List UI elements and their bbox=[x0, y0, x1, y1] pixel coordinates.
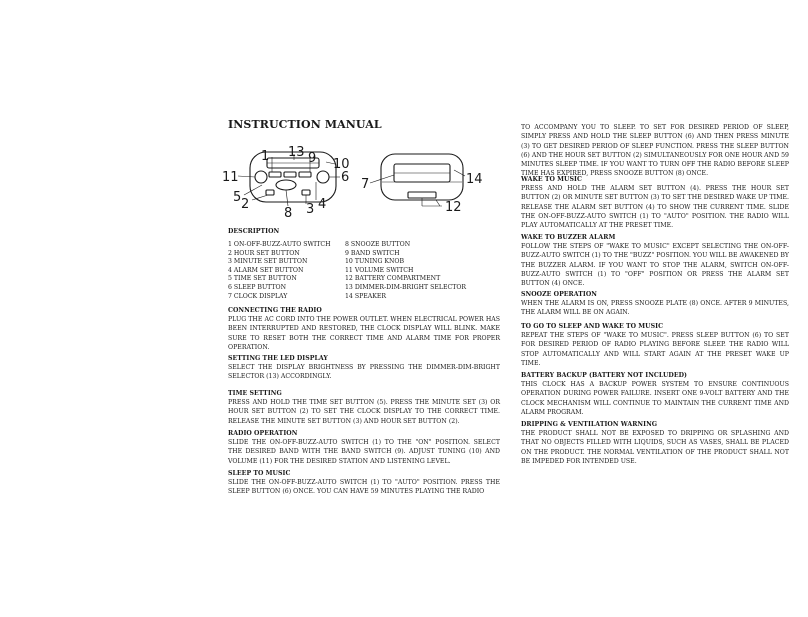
section-snooze-operation bbox=[521, 291, 789, 318]
section-text: SLIDE THE ON-OFF-BUZZ-AUTO SWITCH (1) TO THE "ON" POSITION. SELECT THE DESIRED BAND WITH THE BAND SWITCH (9). ADJUST TUNING (10) AND VOLUME (11) FOR THE DESIRED STATION AND LISTENING LEVEL. bbox=[228, 439, 500, 465]
list-item: 1 ON-OFF-BUZZ-AUTO SWITCH bbox=[228, 241, 331, 248]
section-heading: WAKE TO BUZZER ALARM bbox=[521, 234, 616, 241]
section-time-setting bbox=[228, 390, 500, 426]
section-sleep-to-music bbox=[228, 470, 500, 497]
callout-1: 1 bbox=[261, 149, 270, 164]
section-heading: WAKE TO MUSIC bbox=[521, 176, 582, 183]
callout-9: 9 bbox=[308, 151, 317, 166]
section-setting-the-led-display bbox=[228, 355, 500, 382]
list-item: 7 CLOCK DISPLAY bbox=[228, 292, 288, 300]
section-text: THIS CLOCK HAS A BACKUP POWER SYSTEM TO ENSURE CONTINUOUS OPERATION DURING POWER FAILURE. INSERT ONE 9-VOLT BATTERY AND THE CLOCK MECHANISM WILL CONTINUE TO MAINTAIN THE CURRENT TIME AND ALARM PROGRAM. bbox=[521, 381, 789, 416]
parts-list-column-2 bbox=[345, 241, 466, 301]
section-heading: SETTING THE LED DISPLAY bbox=[228, 355, 328, 362]
section-text: THE PRODUCT SHALL NOT BE EXPOSED TO DRIPPING OR SPLASHING AND THAT NO OBJECTS FILLED WITH LIQUIDS, SUCH AS VASES, SHALL BE PLACED ON THE PRODUCT. THE NORMAL VENTILATION OF THE PRODUCT SHALL NOT BE IMPEDED FOR INTENDED USE. bbox=[521, 430, 789, 465]
list-item: 14 SPEAKER bbox=[345, 292, 387, 300]
section-battery-backup bbox=[521, 372, 789, 417]
parts-list-column-1 bbox=[228, 241, 331, 301]
callout-6: 6 bbox=[341, 170, 350, 185]
section-text: WHEN THE ALARM IS ON, PRESS SNOOZE PLATE (8) ONCE. AFTER 9 MINUTES, THE ALARM WILL BE ON AGAIN. bbox=[521, 300, 789, 317]
product-diagram bbox=[222, 140, 492, 230]
list-item: 12 BATTERY COMPARTMENT bbox=[345, 275, 441, 283]
section-heading: SNOOZE OPERATION bbox=[521, 291, 597, 298]
list-item: 9 BAND SWITCH bbox=[345, 249, 400, 257]
description-heading: DESCRIPTION bbox=[228, 228, 280, 235]
callout-5: 5 bbox=[233, 190, 242, 205]
section-heading: DRIPPING & VENTILATION WARNING bbox=[521, 421, 658, 428]
callout-8: 8 bbox=[284, 206, 293, 221]
section-text: PRESS AND HOLD THE TIME SET BUTTON (5). PRESS THE MINUTE SET (3) OR HOUR SET BUTTON (2) TO SET THE CLOCK DISPLAY TO THE CORRECT TIME. RELEASE THE MINUTE SET BUTTON (3) AND HOUR SET BUTTON (2). bbox=[228, 399, 500, 425]
section-connecting-the-radio bbox=[228, 307, 500, 352]
section-to-go-to-sleep-and-wake-to-music bbox=[521, 323, 789, 368]
list-item: 5 TIME SET BUTTON bbox=[228, 275, 297, 283]
section-text: PLUG THE AC CORD INTO THE POWER OUTLET. WHEN ELECTRICAL POWER HAS BEEN INTERRUPTED AND RESTORED, THE CLOCK DISPLAY WILL BLINK. MAKE SURE TO RESET BOTH THE CORRECT TIME AND ALARM TIME FOR PROPER OPERATION. bbox=[228, 316, 500, 351]
page-title: INSTRUCTION MANUAL bbox=[228, 118, 382, 131]
section-text: SLIDE THE ON-OFF-BUZZ-AUTO SWITCH (1) TO "AUTO" POSITION. PRESS THE SLEEP BUTTON (6) ONCE. YOU CAN HAVE 59 MINUTES PLAYING THE RADIO bbox=[228, 479, 500, 496]
section-heading: SLEEP TO MUSIC bbox=[228, 470, 291, 477]
list-item: 2 HOUR SET BUTTON bbox=[228, 249, 300, 257]
section-text: REPEAT THE STEPS OF "WAKE TO MUSIC". PRESS SLEEP BUTTON (6) TO SET FOR DESIRED PERIOD OF RADIO PLAYING BEFORE SLEEP. THE RADIO WILL STOP AUTOMATICALLY AND WILL START AGAIN AT THE PRESET WAKE UP TIME. bbox=[521, 332, 789, 367]
list-item: 8 SNOOZE BUTTON bbox=[345, 241, 411, 248]
list-item: 6 SLEEP BUTTON bbox=[228, 283, 287, 291]
list-item: 11 VOLUME SWITCH bbox=[345, 266, 414, 274]
callout-10: 10 bbox=[333, 157, 350, 172]
section-sleep-to-music-continued bbox=[521, 123, 789, 179]
back-view-diagram bbox=[370, 154, 465, 206]
section-dripping-ventilation-warning bbox=[521, 421, 789, 466]
section-heading: RADIO OPERATION bbox=[228, 430, 298, 437]
callout-4: 4 bbox=[318, 197, 327, 212]
section-heading: BATTERY BACKUP (BATTERY NOT INCLUDED) bbox=[521, 372, 687, 379]
list-item: 3 MINUTE SET BUTTON bbox=[228, 258, 308, 266]
callout-13: 13 bbox=[288, 145, 305, 160]
list-item: 10 TUNING KNOB bbox=[345, 258, 405, 266]
list-item: 4 ALARM SET BUTTON bbox=[228, 266, 304, 274]
callout-3: 3 bbox=[306, 202, 315, 217]
callout-14: 14 bbox=[466, 172, 483, 187]
section-heading: TO GO TO SLEEP AND WAKE TO MUSIC bbox=[521, 323, 664, 330]
callout-11: 11 bbox=[222, 170, 239, 185]
section-text: PRESS AND HOLD THE ALARM SET BUTTON (4). PRESS THE HOUR SET BUTTON (2) OR MINUTE SET BUTTON (3) TO SET THE DESIRED WAKE UP TIME. RELEASE THE ALARM SET BUTTON (4) TO SHOW THE CURRENT TIME. SLIDE THE ON-OFF-BUZZ-AUTO SWITCH (1) TO "AUTO" POSITION. THE RADIO WILL PLAY AUTOMATICALLY AT THE PRESET TIME. bbox=[521, 185, 789, 230]
callout-12: 12 bbox=[445, 200, 462, 215]
section-wake-to-buzzer-alarm bbox=[521, 234, 789, 288]
section-text: SELECT THE DISPLAY BRIGHTNESS BY PRESSING THE DIMMER-DIM-BRIGHT SELECTOR (13) ACCORDINGLY. bbox=[228, 364, 500, 381]
section-text: FOLLOW THE STEPS OF "WAKE TO MUSIC" EXCEPT SELECTING THE ON-OFF-BUZZ-AUTO SWITCH (1) TO THE "BUZZ" POSITION. YOU WILL BE AWAKENED BY THE BUZZER ALARM. IF YOU WANT TO STOP THE ALARM, SWITCH ON-OFF-BUZZ-AUTO SWITCH (1) TO "OFF" POSITION OR PRESS THE ALARM SET BUTTON (4) ONCE. bbox=[521, 243, 789, 288]
section-wake-to-music bbox=[521, 176, 789, 230]
back-callouts bbox=[361, 172, 483, 215]
list-item: 13 DIMMER-DIM-BRIGHT SELECTOR bbox=[345, 283, 467, 291]
callout-7: 7 bbox=[361, 177, 370, 192]
section-heading: TIME SETTING bbox=[228, 390, 282, 397]
section-radio-operation bbox=[228, 430, 500, 466]
callout-2: 2 bbox=[241, 197, 250, 212]
section-heading: CONNECTING THE RADIO bbox=[228, 307, 322, 314]
section-text: TO ACCOMPANY YOU TO SLEEP. TO SET FOR DESIRED PERIOD OF SLEEP, SIMPLY PRESS AND HOLD THE SLEEP BUTTON (6) AND THEN PRESS MINUTE (3) TO GET DESIRED PERIOD OF SLEEP FUNCTION. PRESS THE SLEEP BUTTON (6) AND THE HOUR SET BUTTON (2) SIMULTANEOUSLY FOR ONE HOUR AND 59 MINUTES SLEEP TIME. IF YOU WANT TO TURN OFF THE RADIO BEFORE SLEEP TIME HAS EXPIRED, PRESS SNOOZE BUTTON (8) ONCE. bbox=[521, 124, 789, 178]
